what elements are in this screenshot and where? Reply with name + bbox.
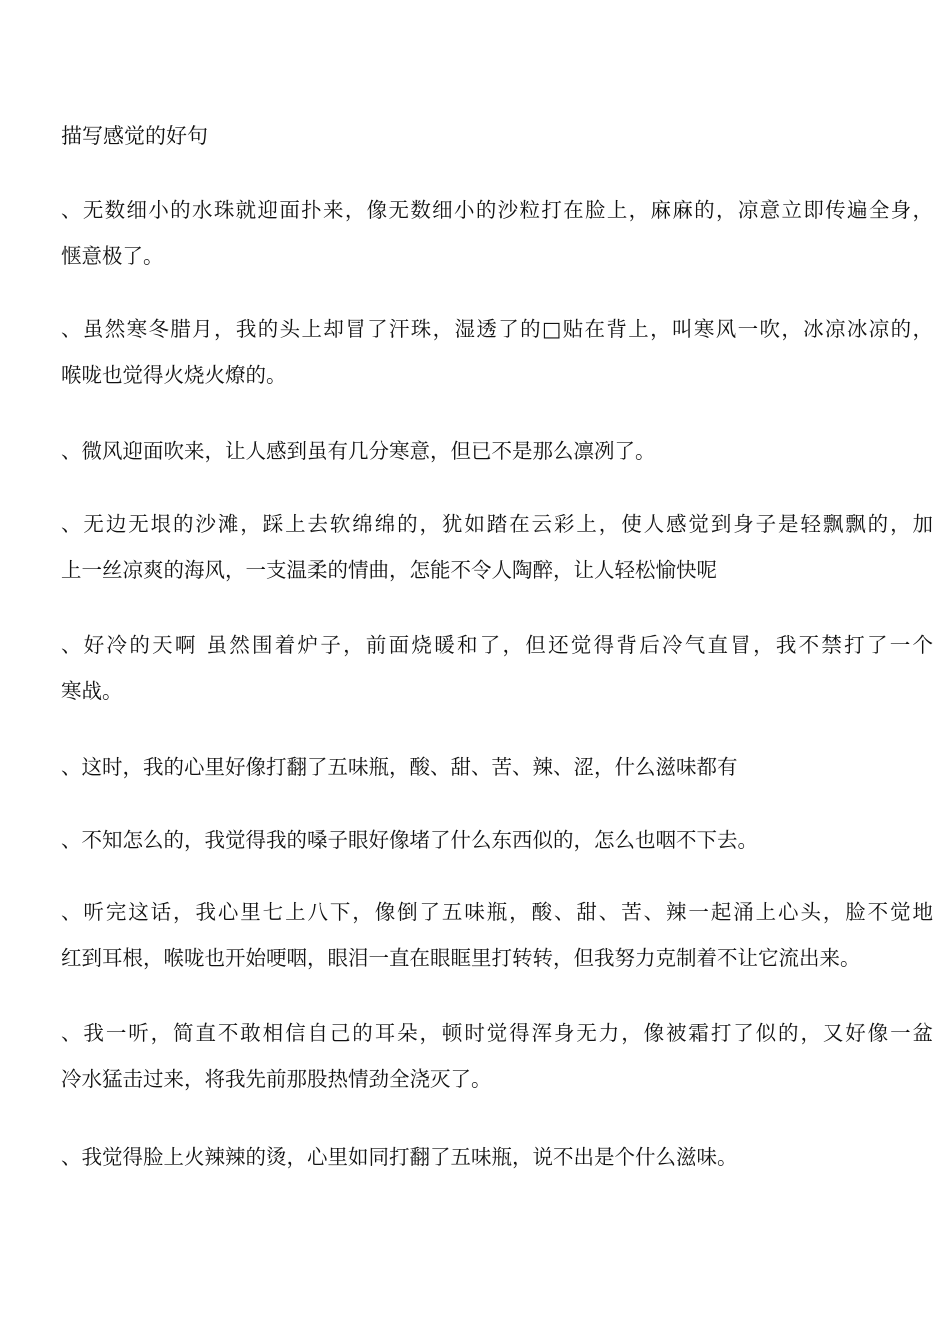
paragraph-line: 、我觉得脸上火辣辣的烫，心里如同打翻了五味瓶，说不出是个什么滋味。 <box>61 1145 738 1169</box>
paragraph-line: 、无数细小的水珠就迎面扑来，像无数细小的沙粒打在脸上，麻麻的，凉意立即传遍全身， <box>61 198 933 222</box>
paragraph-line: 、不知怎么的，我觉得我的嗓子眼好像堵了什么东西似的，怎么也咽不下去。 <box>61 828 758 852</box>
paragraph-line: 、这时，我的心里好像打翻了五味瓶，酸、甜、苦、辣、涩，什么滋味都有 <box>61 755 738 779</box>
paragraph <box>61 306 933 398</box>
paragraph <box>61 622 933 714</box>
paragraph <box>61 428 933 474</box>
paragraph <box>61 501 933 593</box>
paragraph-line: 、微风迎面吹来，让人感到虽有几分寒意，但已不是那么凛冽了。 <box>61 439 656 463</box>
paragraph <box>61 817 933 863</box>
document-title: 描写感觉的好句 <box>61 124 208 148</box>
paragraph <box>61 1010 933 1102</box>
paragraph <box>61 889 933 981</box>
paragraph-line: 、虽然寒冬腊月，我的头上却冒了汗珠，湿透了的□贴在背上，叫寒风一吹，冰凉冰凉的， <box>61 317 933 341</box>
paragraph-line: 红到耳根，喉咙也开始哽咽，眼泪一直在眼眶里打转转，但我努力克制着不让它流出来。 <box>61 946 861 970</box>
paragraph-line: 、好冷的天啊 虽然围着炉子，前面烧暖和了，但还觉得背后冷气直冒，我不禁打了一个 <box>61 633 933 657</box>
paragraph <box>61 744 933 790</box>
paragraph-line: 、我一听，简直不敢相信自己的耳朵，顿时觉得浑身无力，像被霜打了似的，又好像一盆 <box>61 1021 933 1045</box>
paragraph-line: 冷水猛击过来，将我先前那股热情劲全浇灭了。 <box>61 1067 492 1091</box>
paragraph-line: 寒战。 <box>61 679 123 703</box>
paragraph-line: 上一丝凉爽的海风，一支温柔的情曲，怎能不令人陶醉，让人轻松愉快呢 <box>61 558 717 582</box>
paragraph-line: 惬意极了。 <box>61 244 164 268</box>
paragraph-line: 、无边无垠的沙滩，踩上去软绵绵的，犹如踏在云彩上，使人感觉到身子是轻飘飘的，加 <box>61 512 933 536</box>
paragraph-line: 喉咙也觉得火烧火燎的。 <box>61 363 287 387</box>
paragraph <box>61 1134 933 1180</box>
paragraph <box>61 187 933 279</box>
paragraph-line: 、听完这话，我心里七上八下，像倒了五味瓶，酸、甜、苦、辣一起涌上心头，脸不觉地 <box>61 900 933 924</box>
